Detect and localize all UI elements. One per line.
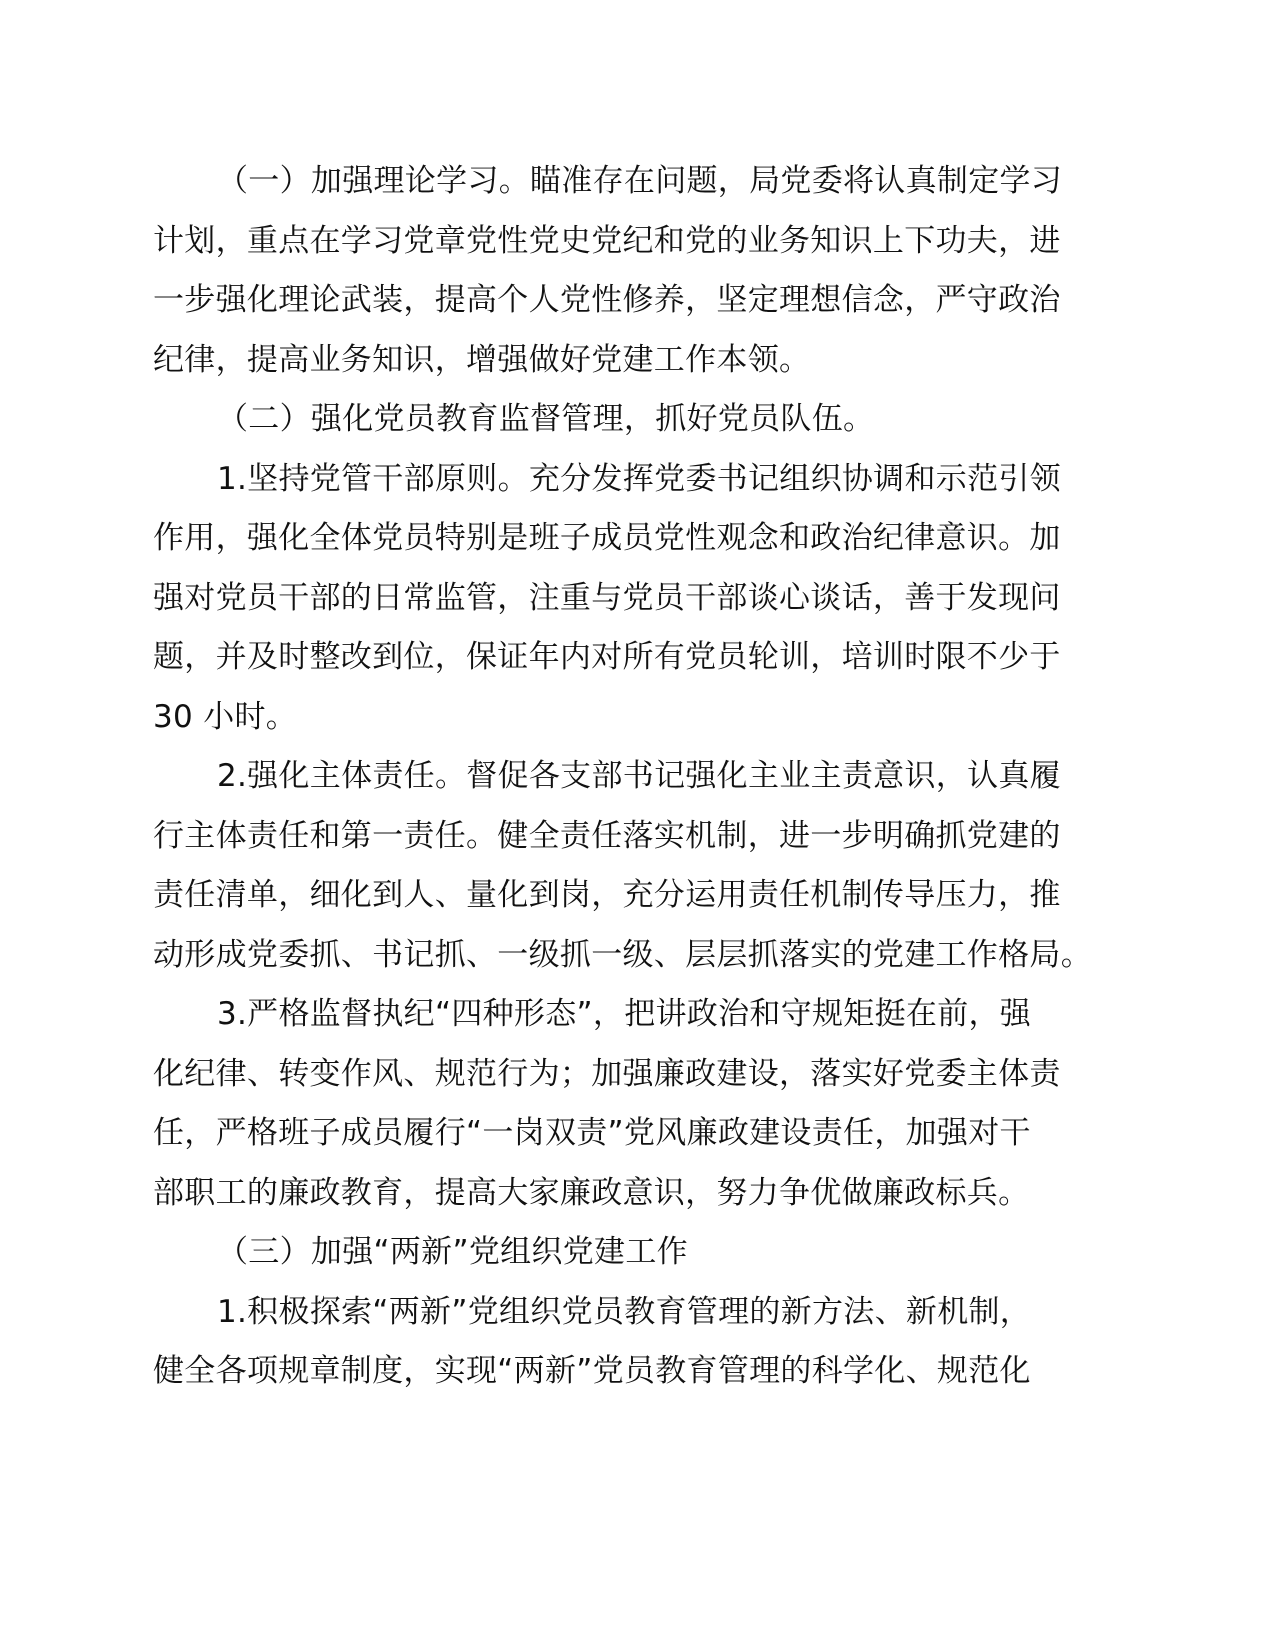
text-line: 1.坚持党管干部原则。充分发挥党委书记组织协调和示范引领 [217,460,1061,497]
text-line: 1.积极探索“两新”党组织党员教育管理的新方法、新机制， [217,1293,1032,1330]
text-line: 化纪律、转变作风、规范行为；加强廉政建设，落实好党委主体责 [153,1055,1061,1092]
document-body [153,152,1093,1402]
text-line: 纪律，提高业务知识，增强做好党建工作本领。 [153,341,811,378]
text-line: （三）加强“两新”党组织党建工作 [217,1234,688,1270]
text-line: 2.强化主体责任。督促各支部书记强化主业主责意识，认真履 [217,758,1061,794]
text-line: 责任清单，细化到人、量化到岗，充分运用责任机制传导压力，推 [153,877,1061,913]
text-line: 一步强化理论武装，提高个人党性修养，坚定理想信念，严守政治 [153,282,1061,318]
text-line: 行主体责任和第一责任。健全责任落实机制，进一步明确抓党建的 [153,817,1061,854]
text-line: 题，并及时整改到位，保证年内对所有党员轮训，培训时限不少于 [153,639,1061,675]
text-line: 3.严格监督执纪“四种形态”，把讲政治和守规矩挺在前，强 [217,996,1032,1032]
text-line: 任，严格班子成员履行“一岗双责”党风廉政建设责任，加强对干 [153,1115,1031,1151]
text-line: 计划，重点在学习党章党性党史党纪和党的业务知识上下功夫，进 [153,222,1061,259]
text-line: 健全各项规章制度，实现“两新”党员教育管理的科学化、规范化 [153,1353,1031,1389]
text-line: 部职工的廉政教育，提高大家廉政意识，努力争优做廉政标兵。 [153,1174,1030,1211]
text-line: （一）加强理论学习。瞄准存在问题，局党委将认真制定学习 [217,163,1063,199]
text-line: 作用，强化全体党员特别是班子成员党性观念和政治纪律意识。加 [153,520,1061,556]
text-line: （二）强化党员教育监督管理，抓好党员队伍。 [217,401,875,437]
text-line: 动形成党委抓、书记抓、一级抓一级、层层抓落实的党建工作格局。 [153,936,1092,973]
text-line: 30 小时。 [153,698,298,735]
text-line: 强对党员干部的日常监管，注重与党员干部谈心谈话，善于发现问 [153,579,1061,616]
